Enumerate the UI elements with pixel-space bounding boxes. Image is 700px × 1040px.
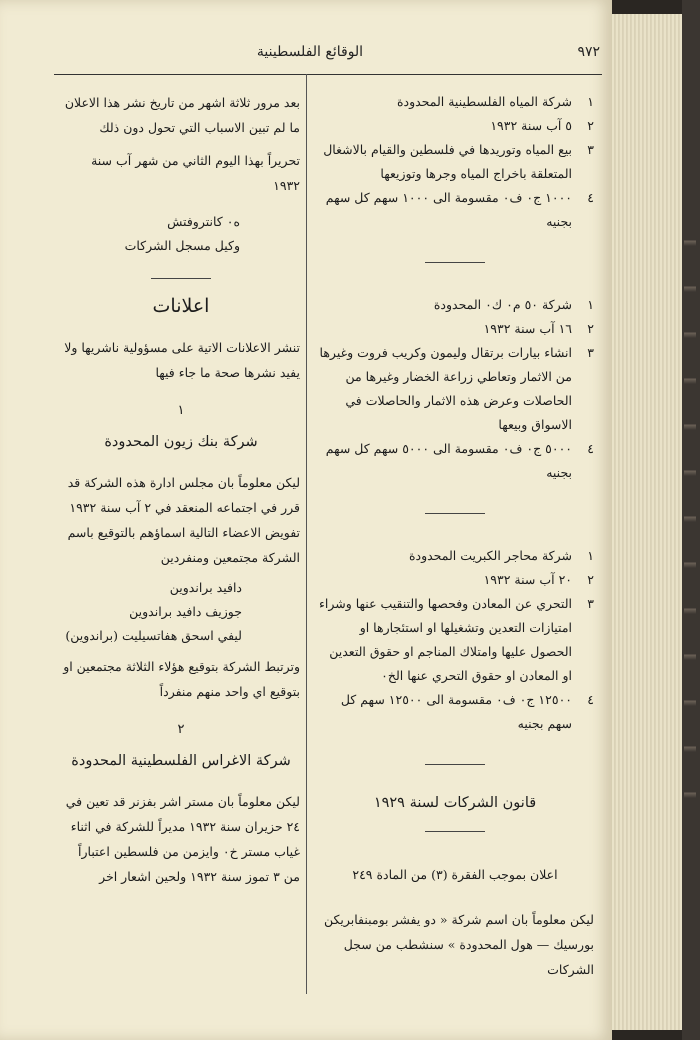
list-item: ١ شركة المياه الفلسطينية المحدودة: [396, 94, 594, 109]
ads-intro: تنشر الاعلانات الاتية على مسؤولية ناشريها ولا يفيد نشرها صحة ما جاء فيها: [64, 340, 300, 380]
list-item: ٣ انشاء بيارات برتقال وليمون وكريب فروت وغيرها من الاثمار وتعاطي زراعة الخضار وغيرها من الحاصلات وعرض هذه الاثمار والحاصلات في الاسواق وبيعها: [319, 345, 594, 432]
list-item: ٤ ١٢٥٠٠ ج٠ ف٠ مقسومة الى ١٢٥٠٠ سهم كل سهم بجنيه: [340, 692, 594, 731]
cover-texture: [684, 200, 696, 800]
list-item: ١ شركة ٥٠ م٠ ك٠ المحدودة: [433, 297, 594, 312]
left-column: [62, 90, 300, 889]
page-number: ٩٧٢: [577, 44, 600, 60]
list-item: ليفي اسحق هفاتسيليت (براندوين): [65, 628, 242, 643]
section-divider: [425, 764, 485, 765]
list-item: دافيد براندوين: [169, 580, 242, 595]
right-column: [316, 90, 594, 982]
ad-title: شركة بنك زيون المحدودة: [104, 434, 258, 450]
section-divider: [151, 278, 211, 279]
company-entry-1: [316, 90, 594, 234]
list-item: ٤ ١٠٠٠ ج٠ ف٠ مقسومة الى ١٠٠٠ سهم كل سهم بجنيه: [325, 190, 594, 229]
section-divider: [425, 831, 485, 832]
ads-heading: اعلانات: [152, 295, 210, 317]
list-item: ٣ بيع المياه وتوريدها في فلسطين والقيام بالاشغال المتعلقة باخراج المياه وجرها وتوزيعها: [323, 142, 594, 181]
law-title: قانون الشركات لسنة ١٩٢٩: [373, 795, 537, 811]
list-item: ٢ ٥ آب سنة ١٩٣٢: [490, 118, 594, 133]
ad-text: ليكن معلوماً بان مستر اشر بفزنر قد تعين في ٢٤ حزيران سنة ١٩٣٢ مديراً للشركة في اثناء غياب مستر خ٠ وايزمن من فلسطين اعتباراً من ٣ تموز سنة ١٩٣٢ ولحين اشعار اخر: [65, 794, 300, 884]
running-head: الوقائع الفلسطينية: [256, 44, 364, 60]
ad-text: ليكن معلوماً بان مجلس ادارة هذه الشركة قد قرر في اجتماعه المنعقد في ٢ آب سنة ١٩٣٢ تفويض الاعضاء التالية اسماؤهم بالتوقيع باسم الشركة مجتمعين ومنفردين: [67, 475, 300, 565]
column-divider: [306, 74, 307, 994]
company-entry-3: [316, 544, 594, 736]
section-divider: [425, 513, 485, 514]
law-text: ليكن معلوماً بان اسم شركة « دو يفشر بومبنفابريكن بورسيك — هول المحدودة » سنشطب من سجل الشركات: [323, 912, 594, 977]
date-line: تحريراً بهذا اليوم الثاني من شهر آب سنة ١٩٣٢: [91, 153, 300, 193]
page-edges: [612, 14, 682, 1030]
law-notice: اعلان بموجب الفقرة (٣) من المادة ٢٤٩: [352, 867, 558, 882]
ad-title: شركة الاغراس الفلسطينية المحدودة: [71, 753, 291, 769]
company-entry-2: [316, 293, 594, 485]
list-item: ٣ التحري عن المعادن وفحصها والتنقيب عنها وشراء امتيازات التعدين وتشغيلها او استئجارها او الحصول عليها وامتلاك المناجم او حقوق التعدين او المعادن او حقوق التحري عنها الخ٠: [319, 596, 594, 683]
ad-number: ٢: [177, 722, 185, 737]
list-item: ٢ ٢٠ آب سنة ١٩٣٢: [483, 572, 594, 587]
ad-number: ١: [177, 403, 185, 418]
list-item: جوزيف دافيد براندوين: [129, 604, 242, 619]
section-divider: [425, 262, 485, 263]
header-rule: [54, 74, 602, 75]
list-item: ١ شركة محاجر الكبريت المحدودة: [408, 548, 594, 563]
signatory-title: وكيل مسجل الشركات: [124, 238, 240, 253]
list-item: ٢ ١٦ آب سنة ١٩٣٢: [483, 321, 594, 336]
authorized-names: [62, 576, 300, 648]
list-item: ٤ ٥٠٠٠ ج٠ ف٠ مقسومة الى ٥٠٠٠ سهم كل سهم بجنيه: [325, 441, 594, 480]
signatory-name: ه٠ كانتروفتش: [167, 214, 240, 229]
continued-text: بعد مرور ثلاثة اشهر من تاريخ نشر هذا الاعلان ما لم تبين الاسباب التي تحول دون ذلك: [64, 95, 300, 135]
ad-text: وترتبط الشركة بتوقيع هؤلاء الثلاثة مجتمعين او بتوقيع اي واحد منهم منفرداً: [63, 659, 300, 699]
